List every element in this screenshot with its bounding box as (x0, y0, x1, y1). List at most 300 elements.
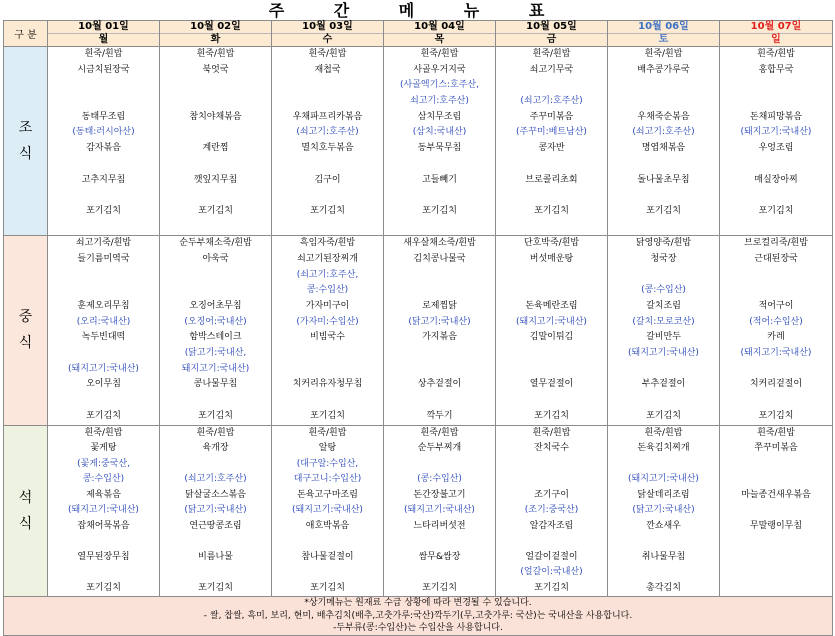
menu-cell (272, 47, 384, 236)
header-label: 구 분 (4, 21, 48, 47)
menu-item (720, 220, 832, 236)
menu-item (384, 457, 495, 473)
menu-item (384, 188, 495, 204)
menu-item (160, 268, 271, 284)
menu-item (48, 220, 159, 236)
menu-item (720, 283, 832, 299)
menu-item (496, 78, 607, 94)
menu-item: 흰죽/흰밥 (420, 427, 459, 438)
menu-item: (돼지고기:국내산) (628, 474, 699, 484)
menu-item: 순두부찌개 (417, 443, 462, 453)
day-weekday: 월 (98, 34, 109, 45)
menu-cell (384, 47, 496, 236)
meal-row-dinner (4, 425, 833, 597)
menu-item: (돼지고기:국내산) (516, 316, 587, 327)
menu-item: 계란찜 (202, 143, 229, 154)
menu-item (608, 393, 719, 409)
menu-item (384, 534, 495, 550)
menu-item: 애호박볶음 (305, 520, 350, 531)
menu-item (160, 457, 271, 473)
menu-cell (48, 236, 160, 425)
meal-label-char: 식 (18, 335, 33, 352)
menu-item: 부추겉절이 (641, 379, 686, 390)
menu-item: 배추콩가루국 (637, 64, 690, 75)
menu-item (384, 565, 495, 581)
day-header-saturday (608, 21, 720, 47)
menu-item (48, 534, 159, 550)
menu-item (720, 393, 832, 409)
menu-item: 근대된장국 (754, 253, 798, 264)
menu-item (608, 220, 719, 236)
menu-item (384, 283, 495, 299)
menu-item: 포기김치 (86, 410, 121, 421)
menu-item: 고들빼기 (422, 174, 457, 185)
menu-item: 제육볶음 (86, 489, 121, 500)
menu-item: 대구고니:수입산) (293, 474, 362, 484)
menu-item: 포기김치 (198, 205, 233, 216)
menu-item: 들기름미역국 (77, 253, 130, 264)
menu-item (720, 457, 832, 473)
menu-item: 취나물무침 (641, 551, 686, 562)
menu-item: 재첩국 (314, 64, 341, 75)
menu-item: 닭살굴소스볶음 (185, 489, 246, 500)
menu-item: 콩:수입산) (82, 474, 125, 484)
menu-item: 마늘종건새우볶음 (741, 489, 811, 500)
menu-item: 돈육김치찌개 (637, 443, 690, 453)
menu-cell (48, 47, 160, 236)
menu-item: 흰죽/흰밥 (420, 49, 459, 59)
menu-cell (496, 425, 608, 597)
menu-item: 열무된장무침 (77, 551, 130, 562)
menu-item: 포기김치 (534, 205, 569, 216)
menu-item: 명엽채볶음 (641, 143, 686, 154)
menu-item: 쭈꾸미볶음 (754, 443, 798, 453)
menu-item: (조기:중국산) (524, 505, 579, 515)
menu-item (160, 188, 271, 204)
menu-item: 브로컬리죽/흰밥 (744, 238, 808, 249)
menu-item (496, 268, 607, 284)
menu-item (48, 78, 159, 94)
menu-item: 김치콩나물국 (413, 253, 466, 264)
menu-item: 적어구이 (758, 301, 794, 311)
menu-item: (돼지고기:국내산) (68, 363, 139, 374)
menu-item: 훈제오리무침 (77, 301, 130, 311)
menu-item: (가자미:수입산) (296, 316, 359, 327)
menu-item: 브로콜리초회 (525, 174, 578, 185)
menu-item: 포기김치 (646, 205, 681, 216)
menu-item: 흰죽/흰밥 (757, 49, 795, 59)
menu-item (608, 188, 719, 204)
menu-item (720, 565, 832, 581)
menu-item: 함박스테이크 (189, 332, 242, 343)
menu-item (384, 157, 495, 173)
note-line: *상기메뉴는 원재료 수급 상황에 따라 변경될 수 있습니다. (304, 598, 532, 608)
menu-item (160, 534, 271, 550)
menu-item: 흑임자죽/흰밥 (299, 238, 356, 249)
menu-item (272, 362, 383, 378)
menu-item: (돼지고기:국내산) (68, 505, 139, 515)
note-line: - 쌀, 찹쌀, 흑미, 보리, 현미, 배추김치(배추,고춧가루:국산)깍두기(무,고춧가루: 국산)는 국내산을 사용합니다. (203, 610, 633, 621)
menu-item (720, 534, 832, 550)
menu-item (272, 78, 383, 94)
menu-item (272, 157, 383, 173)
menu-item (48, 188, 159, 204)
day-date: 10월 01일 (48, 21, 159, 34)
menu-item: 느타리버섯전 (413, 520, 466, 531)
menu-item: 포기김치 (422, 205, 457, 216)
menu-cell (496, 47, 608, 236)
menu-item: 쇠고기죽/흰밥 (75, 238, 132, 249)
menu-item: 콩자반 (538, 143, 565, 154)
day-weekday: 일 (771, 34, 781, 45)
menu-item: 우엉조림 (758, 143, 794, 154)
menu-item: 흰죽/흰밥 (532, 427, 571, 438)
menu-item (160, 393, 271, 409)
menu-item: 돈채피망볶음 (749, 111, 803, 122)
menu-item: 북엇국 (202, 64, 229, 75)
menu-item: 갈비만두 (646, 332, 681, 343)
menu-item: 사골우거지국 (413, 64, 466, 75)
menu-item: (동태:러시아산) (72, 127, 135, 138)
menu-item: (쇠고기:호주산) (296, 127, 359, 138)
menu-item: 홍합무국 (758, 64, 794, 75)
menu-item: 돌나물초무침 (637, 174, 690, 185)
menu-item: 흰죽/흰밥 (196, 49, 235, 59)
menu-cell (720, 47, 833, 236)
menu-item: 새우살채소죽/흰밥 (403, 238, 476, 249)
menu-item (160, 94, 271, 110)
menu-item (384, 346, 495, 362)
day-date: 10월 05일 (496, 21, 607, 34)
menu-cell (720, 236, 833, 425)
menu-item (160, 157, 271, 173)
menu-item: (돼지고기:국내산) (292, 505, 363, 515)
menu-item: 포기김치 (758, 410, 794, 421)
menu-item: (돼지고기:국내산) (628, 348, 699, 359)
menu-item: (돼지고기:국내산) (740, 348, 812, 359)
menu-item: (꽃게:중국산, (77, 458, 130, 469)
menu-item: 포기김치 (646, 410, 681, 421)
day-header (496, 21, 608, 47)
menu-item (48, 268, 159, 284)
meal-row-breakfast (4, 47, 833, 236)
meal-label-char: 석 (18, 489, 33, 506)
menu-item: (갈치:모로코산) (632, 316, 695, 327)
menu-item (608, 457, 719, 473)
menu-item: 얼갈이겉절이 (525, 551, 578, 562)
menu-item (720, 362, 832, 378)
menu-item: 닭영양죽/흰밥 (635, 238, 692, 249)
day-header (272, 21, 384, 47)
menu-item: 포기김치 (198, 410, 233, 421)
menu-item: 흰죽/흰밥 (84, 427, 123, 438)
menu-item: (닭고기:국내산) (632, 505, 695, 515)
menu-item (160, 78, 271, 94)
menu-item (272, 534, 383, 550)
menu-item: (얼갈이:국내산) (520, 567, 583, 577)
menu-item (384, 393, 495, 409)
menu-item: 버섯매운탕 (529, 253, 574, 264)
menu-item (384, 362, 495, 378)
header-row (4, 21, 833, 47)
menu-item: 김말이튀김 (529, 332, 574, 343)
menu-item (48, 565, 159, 581)
day-weekday: 수 (322, 34, 333, 45)
day-header-sunday (720, 21, 833, 47)
menu-item: 콩:수입산) (306, 285, 349, 296)
day-weekday: 목 (434, 34, 445, 45)
day-weekday: 화 (210, 34, 221, 45)
menu-item: 참치야채볶음 (189, 111, 242, 122)
menu-item (48, 283, 159, 299)
meal-label-char: 중 (18, 309, 33, 326)
menu-item (496, 283, 607, 299)
notes-cell (4, 597, 833, 636)
menu-item (720, 550, 832, 566)
menu-cell (608, 425, 720, 597)
menu-item (496, 157, 607, 173)
menu-item: 흰죽/흰밥 (644, 427, 683, 438)
menu-item: 쇠고기:호주산) (410, 96, 469, 107)
menu-item (48, 157, 159, 173)
menu-item: (쇠고기:호주산) (520, 96, 583, 107)
menu-item: 비름나물 (198, 551, 233, 562)
menu-item: 닭살데리조림 (637, 489, 690, 500)
menu-item (720, 503, 832, 519)
menu-item: 멸치호두볶음 (301, 143, 354, 154)
menu-item: 흰죽/흰밥 (757, 427, 795, 438)
menu-item (48, 94, 159, 110)
menu-item: (닭고기:국내산, (184, 348, 247, 359)
menu-item: 주꾸미볶음 (529, 111, 574, 122)
day-weekday: 토 (658, 34, 669, 45)
day-date: 10월 06일 (608, 21, 719, 34)
menu-item: 무말랭이무침 (749, 520, 803, 531)
menu-item: 로제찜닭 (422, 301, 457, 311)
menu-item: (사골엑기스:호주산, (400, 80, 479, 91)
menu-item: (쇠고기:호주산) (184, 474, 247, 484)
menu-item (160, 220, 271, 236)
menu-item (496, 346, 607, 362)
menu-item: (돼지고기:국내산) (740, 127, 812, 138)
day-date: 10월 03일 (272, 21, 383, 34)
menu-item: 육개장 (202, 443, 229, 453)
menu-item: 잡채어묵볶음 (77, 520, 130, 531)
menu-item (720, 94, 832, 110)
menu-item: 흰죽/흰밥 (196, 427, 235, 438)
menu-item: (닭고기:국내산) (184, 505, 247, 515)
menu-item: 오징어초무침 (189, 301, 242, 311)
menu-item: (대구알:수입산, (296, 458, 359, 469)
menu-item: 가지볶음 (422, 332, 457, 343)
menu-item: 잔치국수 (534, 443, 569, 453)
meal-row-lunch (4, 236, 833, 425)
menu-item: 흰죽/흰밥 (308, 427, 347, 438)
menu-item: 알감자조림 (529, 520, 574, 531)
menu-item (608, 362, 719, 378)
menu-item: 가자미구이 (305, 301, 350, 311)
menu-item: 쌈무&쌈장 (418, 551, 461, 562)
menu-item: (닭고기:국내산) (408, 316, 471, 327)
menu-item (272, 393, 383, 409)
menu-item (160, 565, 271, 581)
note-line: -두부류(콩:수입산)는 수입산을 사용합니다. (333, 623, 503, 633)
menu-item: 콩나물무침 (193, 379, 238, 390)
menu-item (608, 565, 719, 581)
menu-item: 흰죽/흰밥 (84, 49, 123, 59)
menu-item: 포기김치 (422, 582, 457, 593)
menu-cell (48, 425, 160, 597)
menu-item: 갈치조림 (646, 301, 681, 311)
menu-item (384, 220, 495, 236)
menu-item (496, 220, 607, 236)
menu-item: (오징어:국내산) (184, 316, 247, 327)
menu-item: 상추겉절이 (417, 379, 462, 390)
menu-item (496, 534, 607, 550)
meal-label-dinner (4, 425, 48, 597)
menu-item (384, 268, 495, 284)
menu-item: (적어:수입산) (749, 316, 803, 327)
menu-item: 비빔국수 (310, 332, 345, 343)
meal-label-breakfast (4, 47, 48, 236)
menu-item: 매실장아찌 (754, 174, 798, 185)
meal-label-char: 조 (18, 120, 33, 137)
menu-item: 동부묵무침 (417, 143, 462, 154)
menu-item: (주꾸미:베트남산) (516, 127, 587, 138)
menu-item: 총각김치 (646, 582, 681, 593)
menu-item (272, 565, 383, 581)
menu-cell (384, 236, 496, 425)
menu-cell (608, 47, 720, 236)
menu-item (720, 472, 832, 488)
menu-item (272, 94, 383, 110)
menu-item: (삼치:국내산) (412, 127, 467, 138)
menu-item (272, 220, 383, 236)
meal-label-lunch (4, 236, 48, 425)
notes-row (4, 597, 833, 636)
menu-item: 흰죽/흰밥 (308, 49, 347, 59)
menu-item: 깻잎지무침 (193, 174, 238, 185)
menu-item: 흰죽/흰밥 (532, 49, 571, 59)
day-date: 10월 02일 (160, 21, 271, 34)
menu-item (720, 157, 832, 173)
menu-item: 돈육메란조림 (525, 301, 578, 311)
menu-cell (272, 425, 384, 597)
menu-item: 포기김치 (86, 205, 121, 216)
meal-label-char: 식 (18, 515, 33, 532)
menu-item: 시금치된장국 (77, 64, 130, 75)
menu-item: 단호박죽/흰밥 (523, 238, 580, 249)
menu-item (720, 581, 832, 597)
menu-item (496, 188, 607, 204)
menu-item (720, 78, 832, 94)
menu-cell (160, 425, 272, 597)
menu-item: (쇠고기:호주산, (296, 269, 359, 280)
weekly-menu-table (3, 20, 833, 636)
menu-item: 쇠고기무국 (529, 64, 574, 75)
day-date: 10월 04일 (384, 21, 495, 34)
menu-item: 깐쇼새우 (646, 520, 681, 531)
menu-item: 녹두빈대떡 (81, 332, 126, 343)
menu-item: 치커리유자청무침 (292, 379, 363, 390)
menu-item: 돈간장불고기 (413, 489, 466, 500)
meal-label-char: 식 (18, 146, 33, 163)
menu-item: 김구이 (314, 174, 341, 185)
menu-item (48, 393, 159, 409)
menu-item (720, 188, 832, 204)
menu-cell (720, 425, 833, 597)
menu-item: 포기김치 (310, 582, 345, 593)
menu-item: 우채죽순볶음 (637, 111, 690, 122)
menu-item: 포기김치 (310, 410, 345, 421)
menu-item: 청국장 (650, 253, 677, 264)
menu-item (720, 268, 832, 284)
menu-item: 열무겉절이 (529, 379, 574, 390)
menu-item: 포기김치 (86, 582, 121, 593)
day-date: 10월 07일 (720, 21, 832, 34)
menu-body (4, 47, 833, 597)
menu-item (272, 346, 383, 362)
page-title: 주 간 메 뉴 표 (268, 1, 567, 20)
menu-item: 아욱국 (202, 253, 229, 264)
menu-item: 포기김치 (534, 582, 569, 593)
menu-item: 포기김치 (198, 582, 233, 593)
menu-cell (608, 236, 720, 425)
menu-item: 돈육고구마조림 (297, 489, 358, 500)
menu-item: 삼치무조림 (417, 111, 462, 122)
menu-item: 돼지고기:국내산) (181, 363, 250, 374)
menu-item: 포기김치 (310, 205, 345, 216)
day-header (48, 21, 160, 47)
menu-cell (272, 236, 384, 425)
menu-item: 순두부채소죽/흰밥 (179, 238, 252, 249)
menu-item: (돼지고기:국내산) (404, 505, 475, 515)
menu-item: (오리:국내산) (76, 316, 131, 327)
menu-item: 참나물겉절이 (301, 551, 354, 562)
day-weekday: 금 (546, 34, 557, 45)
menu-item (608, 534, 719, 550)
menu-item (496, 362, 607, 378)
day-header (160, 21, 272, 47)
menu-item (496, 472, 607, 488)
menu-item: 조기구이 (534, 489, 569, 500)
menu-item: 알탕 (318, 443, 337, 453)
menu-item: 연근땅콩조림 (189, 520, 242, 531)
menu-item: 치커리겉절이 (749, 379, 803, 390)
menu-item (272, 188, 383, 204)
menu-item: 우채파프리카볶음 (292, 111, 363, 122)
menu-cell (384, 425, 496, 597)
menu-item: 꽃게탕 (90, 443, 117, 453)
menu-item: (쇠고기:호주산) (632, 127, 695, 138)
menu-item (496, 393, 607, 409)
day-header (384, 21, 496, 47)
menu-item (160, 283, 271, 299)
menu-item: 쇠고기된장찌개 (297, 253, 358, 264)
menu-item (608, 94, 719, 110)
menu-item (608, 78, 719, 94)
menu-item: (콩:수입산) (417, 474, 462, 484)
menu-item: 포기김치 (758, 205, 794, 216)
menu-item: (콩:수입산) (641, 285, 686, 296)
menu-item (160, 125, 271, 141)
menu-item (608, 157, 719, 173)
menu-item: 감자볶음 (86, 143, 121, 154)
menu-item (496, 457, 607, 473)
menu-item: 오이무침 (86, 379, 121, 390)
menu-item: 포기김치 (534, 410, 569, 421)
menu-item (608, 268, 719, 284)
